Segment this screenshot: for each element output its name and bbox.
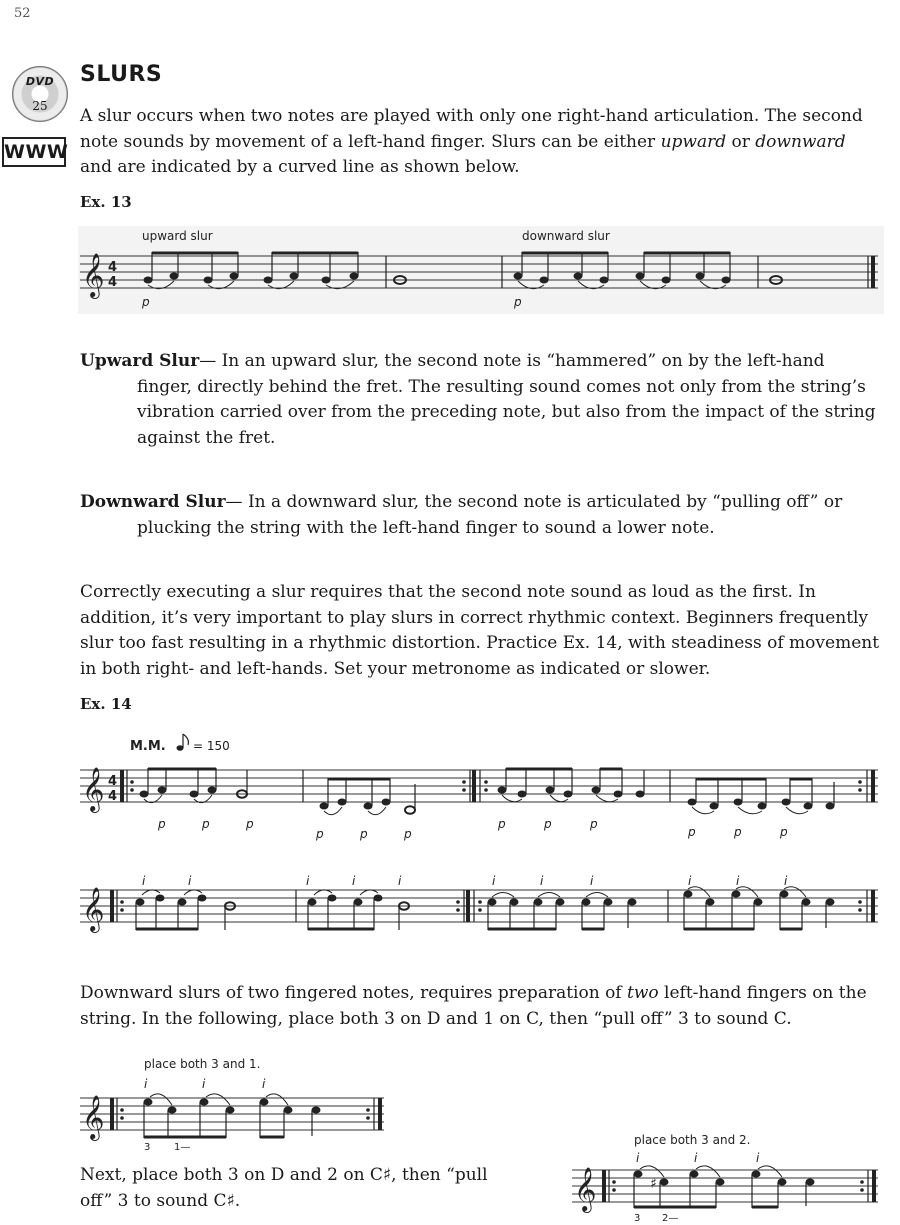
finger-marking: i [352, 874, 356, 888]
note [514, 273, 523, 280]
finger-marking: i [590, 874, 594, 888]
downward-two-emph: two [627, 983, 659, 1003]
downward-slur-dash: — [225, 492, 248, 512]
note [662, 277, 671, 284]
note [144, 277, 153, 284]
ex14-staff-1 [78, 730, 884, 845]
note [170, 273, 179, 280]
dynamic-marking: p [246, 817, 254, 831]
intro-text-1: A slur occurs when two notes are played with only one right-hand articulation. The second note sounds by movement of a left-hand finger. Slurs can be either [80, 106, 863, 152]
finger-marking: i [398, 874, 402, 888]
intro-or: or [726, 131, 756, 152]
note [322, 277, 331, 284]
finger-markings [636, 1151, 760, 1165]
staff-lines [80, 890, 878, 922]
upward-slur-label: upward slur [142, 229, 213, 243]
sharp-icon: ♯ [650, 1176, 657, 1192]
treble-clef-icon: 𝄞 [82, 1095, 105, 1139]
intro-paragraph [80, 104, 880, 181]
fingering-1: 1— [174, 1142, 191, 1152]
treble-clef-icon: 𝄞 [82, 767, 105, 811]
practice-paragraph: Correctly executing a slur requires that the second note sound as loud as the first. In addition, it’s very important to play slurs in correct rhythmic context. Beginners frequently slur too fast resulting in a rhythmic distortion. Practice Ex. 14, with steadiness of movement in both right- and left-hands. Set your metronome as indicated or slower. [80, 582, 880, 679]
fingering-3: 3 [634, 1213, 641, 1224]
dynamic-marking: p [688, 825, 696, 839]
page-title: SLURS [80, 62, 163, 87]
upward-slur-text: In an upward slur, the second note is “hammered” on by the left-hand finger, directly behind the fret. The resulting sound comes not only from the string’s vibration carried over from the preceding note, but also from the impact of the string against the fret. [137, 351, 876, 448]
staff-lines [80, 770, 878, 802]
www-badge: WWW [2, 137, 66, 167]
finger-marking: i [688, 874, 692, 888]
finger-marking: i [784, 874, 788, 888]
time-signature-top: 4 [108, 774, 118, 789]
finger-markings [142, 874, 788, 888]
finger-marking: i [202, 1077, 206, 1091]
note [722, 277, 731, 284]
finger-marking: i [144, 1077, 148, 1091]
upward-slur-term: Upward Slur [80, 351, 200, 371]
fingering-2: 2— [662, 1213, 679, 1224]
dynamic-marking: p [544, 817, 552, 831]
finger-marking: i [492, 874, 496, 888]
downward-slur-text: In a downward slur, the second note is articulated by “pulling off” or plucking the string with the left-hand finger to sound a lower note. [137, 492, 843, 538]
treble-clef-icon: 𝄞 [82, 253, 105, 297]
dynamic-marking: p [142, 295, 150, 309]
dynamic-marking: p [404, 827, 412, 841]
downward-two-paragraph [80, 981, 880, 1032]
ex16-label: place both 3 and 2. [634, 1133, 751, 1147]
intro-downward: downward [755, 131, 846, 152]
dynamic-marking: p [780, 825, 788, 839]
note [350, 273, 359, 280]
dynamic-markings [157, 817, 788, 841]
next-paragraph: Next, place both 3 on D and 2 on C♯, then “pull off” 3 to sound C♯. [80, 1165, 488, 1211]
finger-marking: i [262, 1077, 266, 1091]
tempo-value: = 150 [193, 739, 230, 753]
finger-marking: i [694, 1151, 698, 1165]
finger-marking: i [306, 874, 310, 888]
downward-slur-definition [80, 490, 880, 541]
fingering-3: 3 [144, 1142, 151, 1152]
dynamic-marking: p [202, 817, 210, 831]
note [230, 273, 239, 280]
ex15-label: place both 3 and 1. [144, 1057, 261, 1071]
downward-slur-label: downward slur [522, 229, 610, 243]
note [696, 273, 705, 280]
dvd-number: 25 [32, 99, 48, 113]
dynamic-marking: p [158, 817, 166, 831]
slurs [640, 1166, 782, 1177]
intro-text-2: and are indicated by a curved line as shown below. [80, 157, 520, 177]
finger-marking: i [636, 1151, 640, 1165]
dvd-icon [12, 66, 68, 122]
dvd-label: DVD [25, 75, 55, 88]
ex16-staff [570, 1128, 882, 1225]
note [264, 277, 273, 284]
ex15-staff [78, 1052, 388, 1152]
staff-lines [572, 1170, 878, 1202]
time-signature-bottom: 4 [108, 789, 118, 804]
finger-marking: i [188, 874, 192, 888]
time-signature-bottom: 4 [108, 275, 118, 290]
downward-slur-term: Downward Slur [80, 492, 226, 512]
note [600, 277, 609, 284]
stems [148, 768, 834, 810]
note [636, 273, 645, 280]
dynamic-marking: p [734, 825, 742, 839]
ex13-staff [78, 226, 884, 314]
finger-markings [144, 1077, 266, 1091]
ex13-label: Ex. 13 [80, 193, 132, 211]
finger-marking: i [736, 874, 740, 888]
dynamic-marking: p [360, 827, 368, 841]
dynamic-marking: p [514, 295, 522, 309]
dynamic-marking: p [498, 817, 506, 831]
time-signature-top: 4 [108, 260, 118, 275]
dynamic-marking: p [316, 827, 324, 841]
downward-two-text-1: Downward slurs of two fingered notes, requires preparation of [80, 983, 627, 1003]
finger-marking: i [142, 874, 146, 888]
tempo-prefix: M.M. [130, 739, 166, 754]
downward-two-text-2: left-hand fingers on the string. In the following, place both 3 on D and 1 on C, then “pull off” 3 to sound C. [80, 983, 867, 1029]
note [574, 273, 583, 280]
stems [136, 894, 826, 930]
dynamic-marking: p [590, 817, 598, 831]
page-number: 52 [14, 6, 31, 21]
upward-slur-dash: — [199, 351, 222, 371]
finger-marking: i [756, 1151, 760, 1165]
staff-lines [80, 1098, 384, 1130]
note [204, 277, 213, 284]
finger-marking: i [540, 874, 544, 888]
upward-slur-definition [80, 349, 880, 451]
intro-upward: upward [660, 131, 727, 152]
note [540, 277, 549, 284]
note [290, 273, 299, 280]
treble-clef-icon: 𝄞 [574, 1167, 597, 1211]
ex14-label: Ex. 14 [80, 695, 132, 713]
ex14-staff-2 [78, 872, 884, 944]
treble-clef-icon: 𝄞 [82, 887, 105, 931]
